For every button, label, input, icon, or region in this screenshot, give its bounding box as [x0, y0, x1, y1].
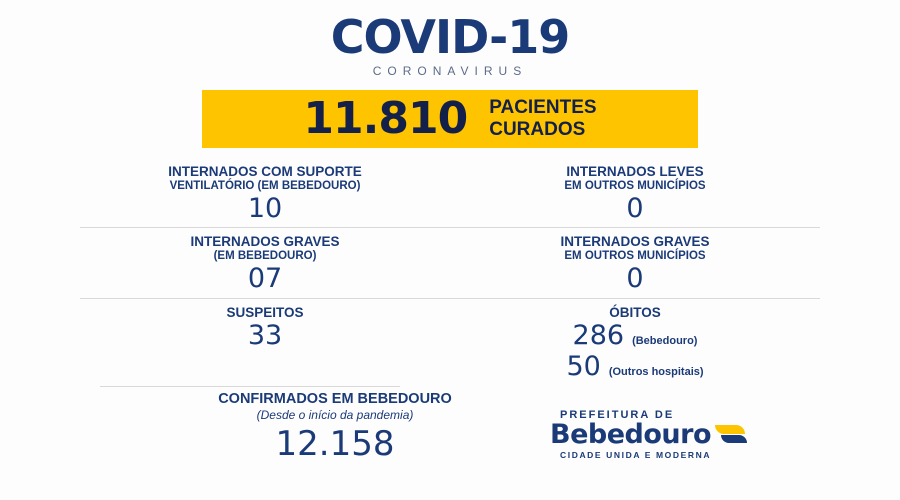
stat-label [454, 234, 816, 263]
stat-label-sub: (EM BEBEDOURO) [213, 249, 317, 262]
obitos-value: 286 [572, 320, 625, 352]
stat-label-main: SUSPEITOS [226, 304, 304, 320]
obitos-note: (Outros hospitais) [608, 366, 704, 379]
stat-label-main: INTERNADOS LEVES [566, 164, 704, 179]
obitos-value: 50 [566, 351, 601, 383]
stat-label [454, 164, 816, 193]
stat-label-sub: VENTILATÓRIO (EM BEBEDOURO) [169, 179, 361, 192]
cured-label-line1: PACIENTES [489, 97, 597, 119]
stats-row-2 [80, 228, 820, 297]
page-subtitle: CORONAVIRUS [372, 64, 528, 78]
stat-confirmados [150, 391, 520, 464]
confirmados-label: CONFIRMADOS EM BEBEDOURO [218, 391, 452, 408]
cured-banner [202, 90, 698, 148]
cured-count: 11.810 [303, 93, 468, 144]
logo-prefix: PREFEITURA DE [560, 409, 675, 422]
stat-value: 0 [626, 192, 644, 224]
stat-value: 10 [247, 192, 283, 224]
stat-label-sub: EM OUTROS MUNICÍPIOS [564, 249, 706, 262]
stat-label-main: INTERNADOS GRAVES [560, 234, 710, 250]
stat-label [454, 305, 816, 321]
stat-label [84, 234, 446, 263]
stat-label [84, 164, 446, 193]
stat-label-main: INTERNADOS COM SUPORTE [168, 164, 362, 179]
stat-internados-graves-outros [450, 228, 820, 297]
confirmados-sublabel: (Desde o início da pandemia) [256, 408, 414, 423]
header [0, 0, 900, 78]
stat-suspeitos [80, 299, 450, 387]
swoosh-icon [715, 425, 749, 445]
obitos-entry-bebedouro [454, 320, 816, 351]
stat-label-main: INTERNADOS GRAVES [190, 234, 340, 250]
obitos-note: (Bebedouro) [632, 335, 698, 348]
stats-row-1 [80, 158, 820, 227]
stat-label [84, 305, 446, 321]
cured-label [489, 97, 596, 141]
stats-row-3 [80, 299, 820, 387]
stat-internados-suporte-ventilatorio [80, 158, 450, 227]
confirmados-value: 12.158 [275, 424, 395, 465]
stats-grid [80, 148, 820, 387]
logo-city: Bebedouro [550, 419, 711, 451]
obitos-entry-outros [454, 351, 816, 382]
logo-city-row [550, 419, 750, 451]
stat-label-sub: EM OUTROS MUNICÍPIOS [564, 179, 706, 192]
logo-tagline: CIDADE UNIDA E MODERNA [560, 450, 712, 461]
prefeitura-logo [550, 391, 750, 460]
cured-label-line2: CURADOS [489, 119, 586, 140]
stat-internados-graves-bebedouro [80, 228, 450, 297]
stat-value: 33 [247, 320, 283, 352]
divider-3 [100, 386, 400, 387]
stat-label-main: ÓBITOS [609, 304, 661, 320]
stat-value: 0 [626, 263, 644, 295]
stat-value: 07 [247, 263, 283, 295]
page-title: COVID-19 [330, 10, 570, 64]
stat-obitos [450, 299, 820, 387]
footer [0, 391, 900, 464]
stat-internados-leves-outros [450, 158, 820, 227]
